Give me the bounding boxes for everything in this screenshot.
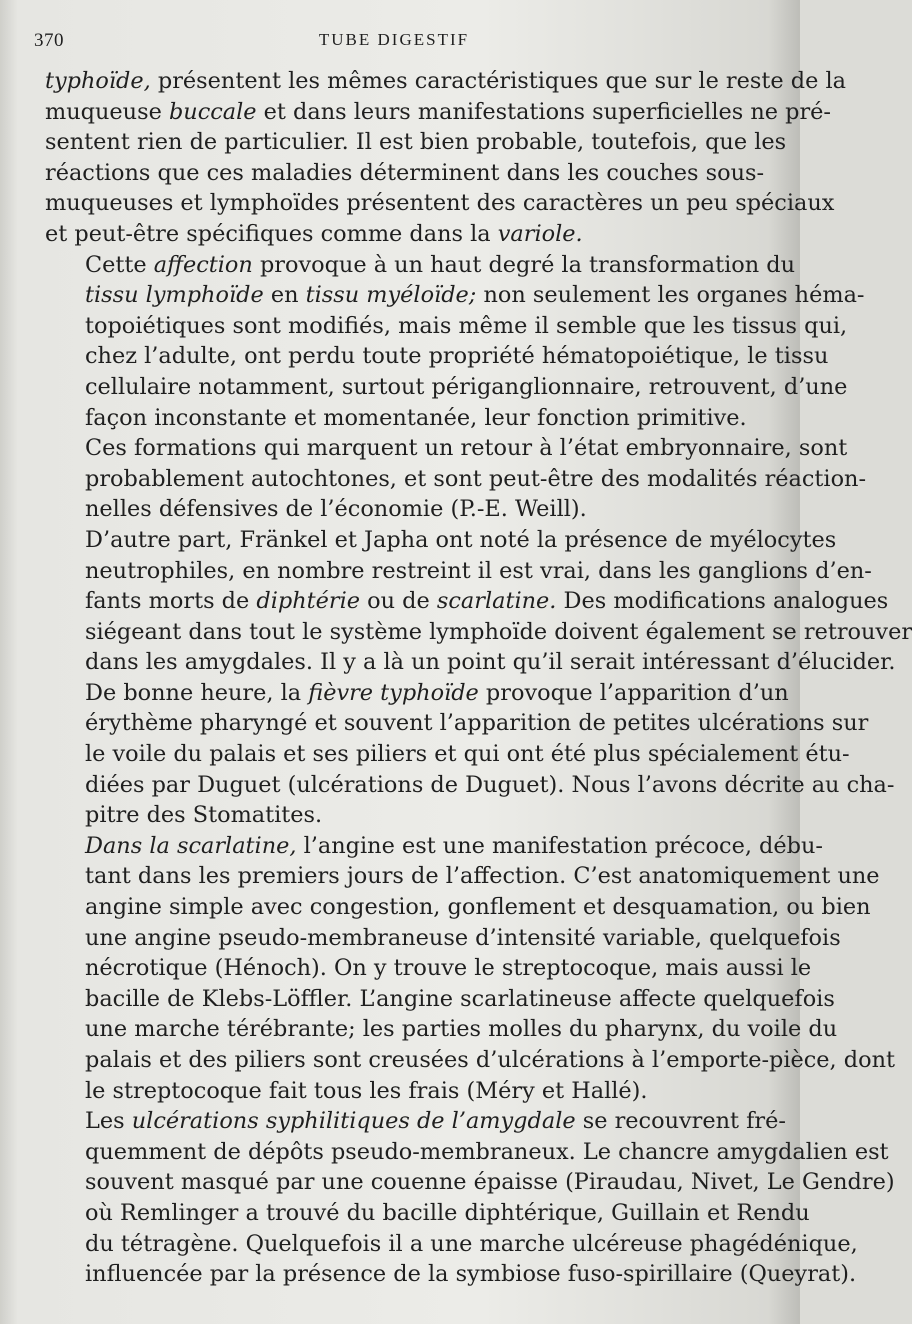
- text-run: où Remlinger a trouvé du bacille diphtérique, Guillain et Rendu: [85, 1199, 810, 1226]
- text-run: du tétragène. Quelquefois il a une marche ulcéreuse phagédénique,: [85, 1230, 858, 1257]
- italic-text: Dans la scarlatine,: [85, 832, 297, 859]
- text-line: [45, 1014, 838, 1045]
- text-run: probablement autochtones, et sont peut-être des modalités réaction-: [85, 465, 867, 492]
- text-run: Les: [85, 1108, 132, 1135]
- text-run: nécrotique (Hénoch). On y trouve le streptocoque, mais aussi le: [85, 955, 812, 982]
- text-line: [45, 1106, 786, 1137]
- text-run: le voile du palais et ses piliers et qui ont été plus spécialement étu-: [85, 741, 850, 768]
- text-line: [45, 770, 895, 801]
- text-line: [45, 739, 850, 770]
- text-line: [45, 464, 867, 495]
- text-line: [45, 831, 823, 862]
- text-line: [45, 923, 841, 954]
- text-run: De bonne heure, la: [85, 679, 309, 706]
- paragraph: [45, 678, 895, 831]
- italic-text: typhoïde,: [45, 68, 151, 94]
- paragraph: [45, 433, 867, 525]
- page-number: 370: [34, 30, 64, 51]
- text-line: [45, 280, 865, 311]
- text-run: topoiétiques sont modifiés, mais même il semble que les tissus qui,: [85, 312, 848, 339]
- text-run: le streptocoque fait tous les frais (Méry et Hallé).: [85, 1077, 648, 1104]
- text-line: [45, 127, 787, 158]
- text-run: nelles défensives de l’économie (P.-E. Weill).: [85, 496, 587, 523]
- text-run: provoque l’apparition d’un: [478, 679, 789, 706]
- text-run: siégeant dans tout le système lymphoïde doivent également se retrouver: [85, 618, 912, 645]
- text-run: en: [263, 282, 306, 309]
- text-line: [45, 586, 889, 617]
- text-run: angine simple avec congestion, gonflement et desquamation, ou bien: [85, 894, 871, 921]
- text-line: [45, 494, 756, 525]
- italic-text: diphtérie: [256, 588, 361, 615]
- text-line: [45, 953, 812, 984]
- text-line: [45, 892, 871, 923]
- paragraph: [45, 831, 896, 1106]
- text-run: muqueuses et lymphoïdes présentent des caractères un peu spéciaux: [45, 190, 835, 217]
- text-line: [45, 311, 848, 342]
- text-line: [45, 1167, 895, 1198]
- text-line: [45, 188, 835, 219]
- text-run: fants morts de: [85, 588, 257, 615]
- text-run: provoque à un haut degré la transformation du: [252, 251, 796, 278]
- text-line: [45, 1229, 858, 1260]
- text-line: [45, 158, 765, 189]
- paragraph: [45, 1106, 895, 1290]
- text-run: D’autre part, Fränkel et Japha ont noté la présence de myélocytes: [85, 526, 837, 553]
- italic-text: ulcérations syphilitiques de l’amygdale: [131, 1108, 576, 1135]
- text-run: pitre des Stomatites.: [85, 802, 323, 829]
- text-run: Des modifications analogues: [556, 588, 889, 615]
- text-run: se recouvrent fré-: [575, 1108, 786, 1135]
- text-line: [45, 403, 756, 434]
- text-line: [45, 861, 880, 892]
- text-line: [45, 525, 837, 556]
- text-line: [45, 66, 846, 97]
- text-run: diées par Duguet (ulcérations de Duguet). Nous l’avons décrite au cha-: [85, 771, 895, 798]
- text-run: érythème pharyngé et souvent l’apparition de petites ulcérations sur: [85, 710, 869, 737]
- text-line: [45, 1045, 896, 1076]
- italic-text: scarlatine.: [436, 588, 557, 615]
- text-run: ou de: [360, 588, 437, 615]
- text-run: une marche térébrante; les parties molles du pharynx, du voile du: [85, 1016, 838, 1043]
- body-text: [45, 66, 912, 1290]
- text-line: [45, 1137, 889, 1168]
- text-line: [45, 433, 848, 464]
- text-line: [45, 341, 829, 372]
- italic-text: affection: [153, 251, 253, 278]
- text-run: et dans leurs manifestations superficielles ne pré-: [256, 98, 831, 125]
- text-run: façon inconstante et momentanée, leur fonction primitive.: [85, 404, 747, 431]
- text-line: [45, 372, 848, 403]
- text-run: sentent rien de particulier. Il est bien probable, toutefois, que les: [45, 129, 787, 156]
- text-run: bacille de Klebs-Löffler. L’angine scarlatineuse affecte quelquefois: [85, 985, 835, 1012]
- text-line: [45, 617, 912, 648]
- running-title: TUBE DIGESTIF: [318, 30, 470, 49]
- text-run: réactions que ces maladies déterminent dans les couches sous-: [45, 159, 765, 186]
- text-run: tant dans les premiers jours de l’affection. C’est anatomiquement une: [85, 863, 880, 890]
- italic-text: tissu lymphoïde: [85, 282, 264, 309]
- text-run: muqueuse: [45, 98, 169, 125]
- text-run: neutrophiles, en nombre restreint il est vrai, dans les ganglions d’en-: [85, 557, 872, 584]
- text-run: palais et des piliers sont creusées d’ulcérations à l’emporte-pièce, dont: [85, 1047, 896, 1073]
- italic-text: buccale: [168, 98, 257, 125]
- text-line: [45, 678, 789, 709]
- italic-text: tissu myéloïde;: [305, 282, 477, 309]
- text-run: présentent les mêmes caractéristiques que sur le reste de la: [150, 68, 846, 94]
- paragraph: [45, 250, 865, 434]
- text-line: [45, 250, 796, 281]
- text-run: cellulaire notamment, surtout périganglionnaire, retrouvent, d’une: [85, 373, 848, 400]
- italic-text: fièvre typhoïde: [308, 679, 479, 706]
- text-run: souvent masqué par une couenne épaisse (Piraudau, Nivet, Le Gendre): [85, 1169, 895, 1196]
- text-line: [45, 219, 756, 250]
- text-run: Ces formations qui marquent un retour à l’état embryonnaire, sont: [85, 435, 848, 462]
- text-line: [45, 97, 831, 128]
- text-line: [45, 708, 869, 739]
- text-line: [45, 1076, 756, 1107]
- text-run: dans les amygdales. Il y a là un point qu’il serait intéressant d’élucider.: [85, 649, 896, 676]
- text-line: [45, 800, 756, 831]
- page-header: [34, 30, 754, 56]
- italic-text: variole.: [497, 220, 583, 247]
- text-run: une angine pseudo-membraneuse d’intensité variable, quelquefois: [85, 924, 841, 951]
- paragraph: [45, 525, 912, 678]
- text-line: [45, 984, 835, 1015]
- text-run: l’angine est une manifestation précoce, débu-: [296, 832, 823, 859]
- text-line: [45, 1259, 857, 1290]
- paragraph: [45, 66, 846, 250]
- text-run: non seulement les organes héma-: [476, 282, 865, 309]
- text-run: Cette: [85, 251, 154, 278]
- text-run: chez l’adulte, ont perdu toute propriété hématopoiétique, le tissu: [85, 343, 829, 370]
- text-run: et peut-être spécifiques comme dans la: [45, 220, 498, 247]
- text-line: [45, 556, 872, 587]
- text-line: [45, 647, 896, 678]
- text-run: influencée par la présence de la symbiose fuso-spirillaire (Queyrat).: [85, 1261, 857, 1288]
- text-run: quemment de dépôts pseudo-membraneux. Le chancre amygdalien est: [85, 1138, 889, 1165]
- text-line: [45, 1198, 810, 1229]
